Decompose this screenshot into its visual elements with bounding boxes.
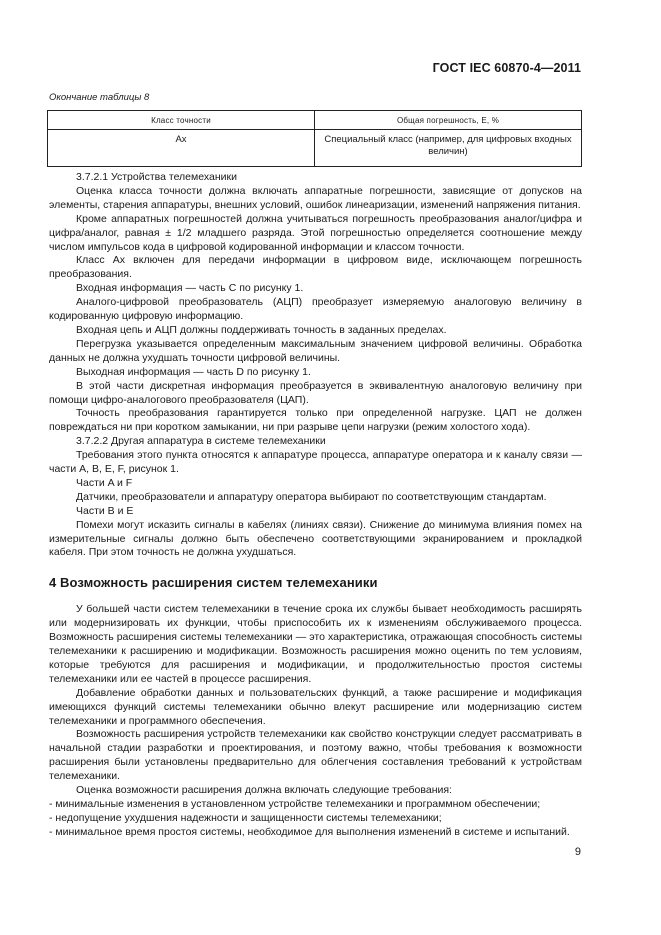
accuracy-class-table	[47, 110, 582, 167]
paragraph: 3.7.2.2 Другая аппаратура в системе телемеханики	[76, 435, 326, 448]
paragraph: Датчики, преобразователи и аппаратуру оператора выбирают по соответствующим стандартам.	[76, 490, 547, 503]
paragraph: Оценка возможности расширения должна включать следующие требования:	[76, 784, 452, 797]
paragraph: Кроме аппаратных погрешностей должна учитываться погрешность преобразования аналог/цифра и цифра/аналог, равная ± 1/2 младшего разряда. Этой погрешностью определяется соотношение между числом импульсов кода в цифровой кодированной информации и классом точности.	[49, 212, 582, 253]
paragraph: Возможность расширения устройств телемеханики как свойство конструкции следует рассматривать в начальной стадии разработки и проектирования, и поэтому важно, чтобы требования к возможности расширения были установлены предварительно для облегчения составления требований к устройствам телемеханики.	[49, 728, 582, 783]
paragraph: Аналого-цифровой преобразователь (АЦП) преобразует измеряемую аналоговую величину в кодированную цифровую информацию.	[49, 296, 582, 323]
table-cell: Специальный класс (например, для цифровых входных величин)	[315, 130, 582, 167]
list-item: - минимальные изменения в установленном устройстве телемеханики и программном обеспечении;	[49, 797, 541, 810]
table-header-row	[48, 111, 582, 130]
list-item: - недопущение ухудшения надежности и защищенности системы телемеханики;	[49, 811, 442, 824]
paragraph: Класс Ax включен для передачи информации в цифровом виде, исключающем погрешность преобразования.	[49, 254, 582, 281]
table-header-cell: Класс точности	[48, 111, 315, 130]
paragraph: Части B и E	[76, 504, 134, 517]
list-item: - минимальное время простоя системы, необходимое для выполнения изменений в системе и испытаний.	[49, 825, 570, 838]
section-heading: 4 Возможность расширения систем телемеханики	[49, 575, 378, 591]
document-body	[49, 171, 582, 840]
paragraph: Выходная информация — часть D по рисунку 1.	[76, 365, 311, 378]
paragraph: 3.7.2.1 Устройства телемеханики	[76, 171, 237, 183]
paragraph: Входная цепь и АЦП должны поддерживать точность в заданных пределах.	[76, 323, 447, 336]
table-row	[48, 130, 582, 167]
paragraph: Оценка класса точности должна включать аппаратные погрешности, зависящие от допусков на элементы, старения аппаратуры, внешних условий, ошибок линеаризации, изменений напряжения питания.	[49, 184, 582, 211]
paragraph: Входная информация — часть C по рисунку 1.	[76, 282, 304, 295]
document-header: ГОСТ IEC 60870-4—2011	[432, 61, 581, 75]
paragraph: Части A и F	[76, 476, 133, 489]
paragraph: Перегрузка указывается определенным максимальным значением цифровой величины. Обработка данных не должна ухудшать точности цифровой величины.	[49, 337, 582, 364]
paragraph: У большей части систем телемеханики в течение срока их службы бывает необходимость расширять или модернизировать их функции, чтобы приспособить их к изменениям обслуживаемого процесса. Возможность расширения системы телемеханики — это характеристика, отражающая способность системы телемеханики к расширению и модификации. Возможность расширения можно оценить по тем условиям, которые требуются для расширения и модификации, и продолжительностью простоя системы телемеханики или ее частей в процессе расширения.	[49, 603, 582, 685]
paragraph: Помехи могут исказить сигналы в кабелях (линиях связи). Снижение до минимума влияния помех на измерительные сигналы должно быть обеспечено соответствующими экранированием и прокладкой кабеля. При этом точность не должна ухудшаться.	[49, 518, 582, 559]
paragraph: Точность преобразования гарантируется только при определенной нагрузке. ЦАП не должен повреждаться ни при коротком замыкании, ни при разрыве цепи нагрузки (режим холостого хода).	[49, 407, 582, 434]
paragraph: В этой части дискретная информация преобразуется в эквивалентную аналоговую величину при помощи цифро-аналогового преобразователя (ЦАП).	[49, 379, 582, 406]
paragraph: Требования этого пункта относятся к аппаратуре процесса, аппаратуре оператора и к каналу связи — части A, B, E, F, рисунок 1.	[49, 449, 582, 476]
table-caption: Окончание таблицы 8	[49, 92, 150, 103]
table-header-cell: Общая погрешность, E, %	[315, 111, 582, 130]
table-cell: Ax	[48, 130, 315, 167]
paragraph: Добавление обработки данных и пользовательских функций, а также расширение и модификация имеющихся функций системы телемеханики обычно влекут расширение или модернизацию систем телемеханики и программного обеспечения.	[49, 686, 582, 727]
page-number: 9	[574, 846, 581, 858]
